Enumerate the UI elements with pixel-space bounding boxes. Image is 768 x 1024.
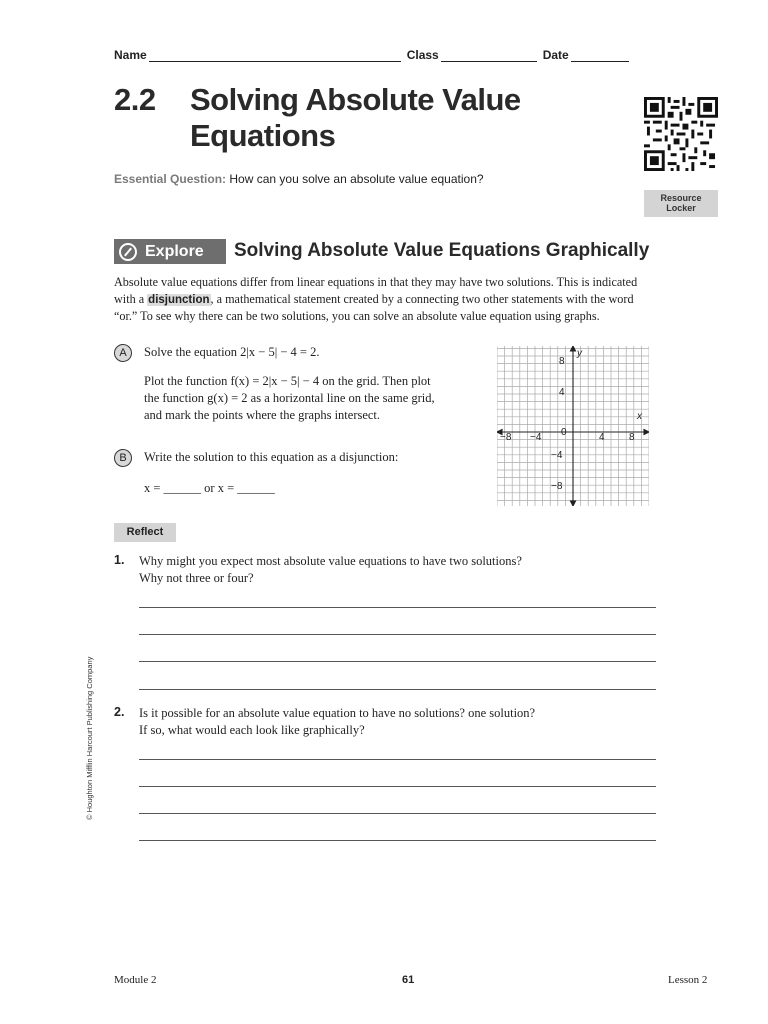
- lesson-title: [114, 82, 521, 154]
- question-1-number: 1.: [114, 553, 125, 567]
- lesson-title-line2: Equations: [190, 118, 336, 153]
- step-b-line1: Write the solution to this equation as a disjunction:: [144, 450, 399, 464]
- resource-locker-line1: Resource: [660, 193, 702, 203]
- step-a-line4: and mark the points where the graphs intersect.: [144, 408, 381, 422]
- y-tick-4: 4: [559, 387, 565, 398]
- step-b-text: [144, 449, 484, 497]
- resource-locker-button[interactable]: [644, 190, 718, 217]
- essential-question: [114, 172, 484, 186]
- answer-line-1c[interactable]: [139, 661, 656, 662]
- date-label: Date: [542, 48, 569, 62]
- intro-text-pre: Absolute value equations differ from linear equations in that they may have two solutions. This is indicated with a: [114, 275, 638, 306]
- answer-line-1b[interactable]: [139, 634, 656, 635]
- essential-question-label: Essential Question:: [114, 172, 227, 186]
- x-tick-8: 8: [629, 432, 635, 443]
- x-axis-label: x: [637, 411, 642, 422]
- answer-line-1a[interactable]: [139, 607, 656, 608]
- answer-line-1d[interactable]: [139, 689, 656, 690]
- y-tick-neg4: −4: [551, 450, 563, 461]
- date-field[interactable]: [571, 47, 629, 62]
- x-tick-neg4: −4: [530, 432, 542, 443]
- step-a-line3: the function g(x) = 2 as a horizontal line on the same grid,: [144, 391, 435, 405]
- reflect-label: Reflect: [114, 523, 176, 542]
- answer-line-2d[interactable]: [139, 840, 656, 841]
- footer-lesson: Lesson 2: [668, 974, 708, 986]
- question-2-text: [139, 705, 659, 739]
- explore-badge-label: Explore: [145, 242, 204, 260]
- explore-badge: [114, 239, 226, 264]
- step-a-line1: Solve the equation 2|x − 5| − 4 = 2.: [144, 345, 320, 359]
- y-tick-8: 8: [559, 356, 565, 367]
- class-label: Class: [406, 48, 439, 62]
- question-2-line1: Is it possible for an absolute value equation to have no solutions? one solution?: [139, 706, 536, 720]
- origin-label: 0: [561, 427, 567, 438]
- y-tick-neg8: −8: [551, 481, 563, 492]
- answer-line-2c[interactable]: [139, 813, 656, 814]
- resource-locker-line2: Locker: [666, 203, 696, 213]
- y-axis-label: y: [577, 348, 582, 359]
- page-number: 61: [402, 974, 415, 986]
- footer-module: Module 2: [114, 974, 157, 986]
- essential-question-text: How can you solve an absolute value equation?: [229, 172, 484, 186]
- question-1-text: [139, 553, 659, 587]
- step-b-marker: B: [114, 449, 132, 467]
- compass-icon: [119, 243, 137, 261]
- copyright-notice: © Houghton Mifflin Harcourt Publishing Company: [85, 656, 94, 820]
- question-2-line2: If so, what would each look like graphically?: [139, 723, 365, 737]
- explore-title: Solving Absolute Value Equations Graphically: [234, 240, 650, 261]
- lesson-number: 2.2: [114, 82, 156, 117]
- x-tick-neg8: −8: [500, 432, 512, 443]
- answer-line-2b[interactable]: [139, 786, 656, 787]
- step-a-text: [144, 344, 484, 424]
- qr-code-icon[interactable]: [644, 97, 718, 171]
- student-info-header: [114, 47, 635, 62]
- question-1-line2: Why not three or four?: [139, 571, 254, 585]
- explore-intro: [114, 274, 659, 325]
- lesson-title-line1: Solving Absolute Value: [190, 82, 521, 117]
- coordinate-grid[interactable]: [497, 346, 649, 506]
- name-field[interactable]: [149, 47, 401, 62]
- answer-line-2a[interactable]: [139, 759, 656, 760]
- intro-term-disjunction: disjunction: [148, 293, 210, 306]
- step-a-line2: Plot the function f(x) = 2|x − 5| − 4 on the grid. Then plot: [144, 374, 431, 388]
- question-2-number: 2.: [114, 705, 125, 719]
- question-1-line1: Why might you expect most absolute value equations to have two solutions?: [139, 554, 522, 568]
- intro-text-post: , a mathematical statement created by a connecting two other statements with the word “or.” To see why there can be two solutions, you can solve an absolute value equation using graphs.: [114, 291, 634, 323]
- step-a-marker: A: [114, 344, 132, 362]
- x-tick-4: 4: [599, 432, 605, 443]
- name-label: Name: [114, 48, 147, 62]
- step-b-answer-blanks[interactable]: x = ______ or x = ______: [144, 481, 275, 495]
- class-field[interactable]: [441, 47, 537, 62]
